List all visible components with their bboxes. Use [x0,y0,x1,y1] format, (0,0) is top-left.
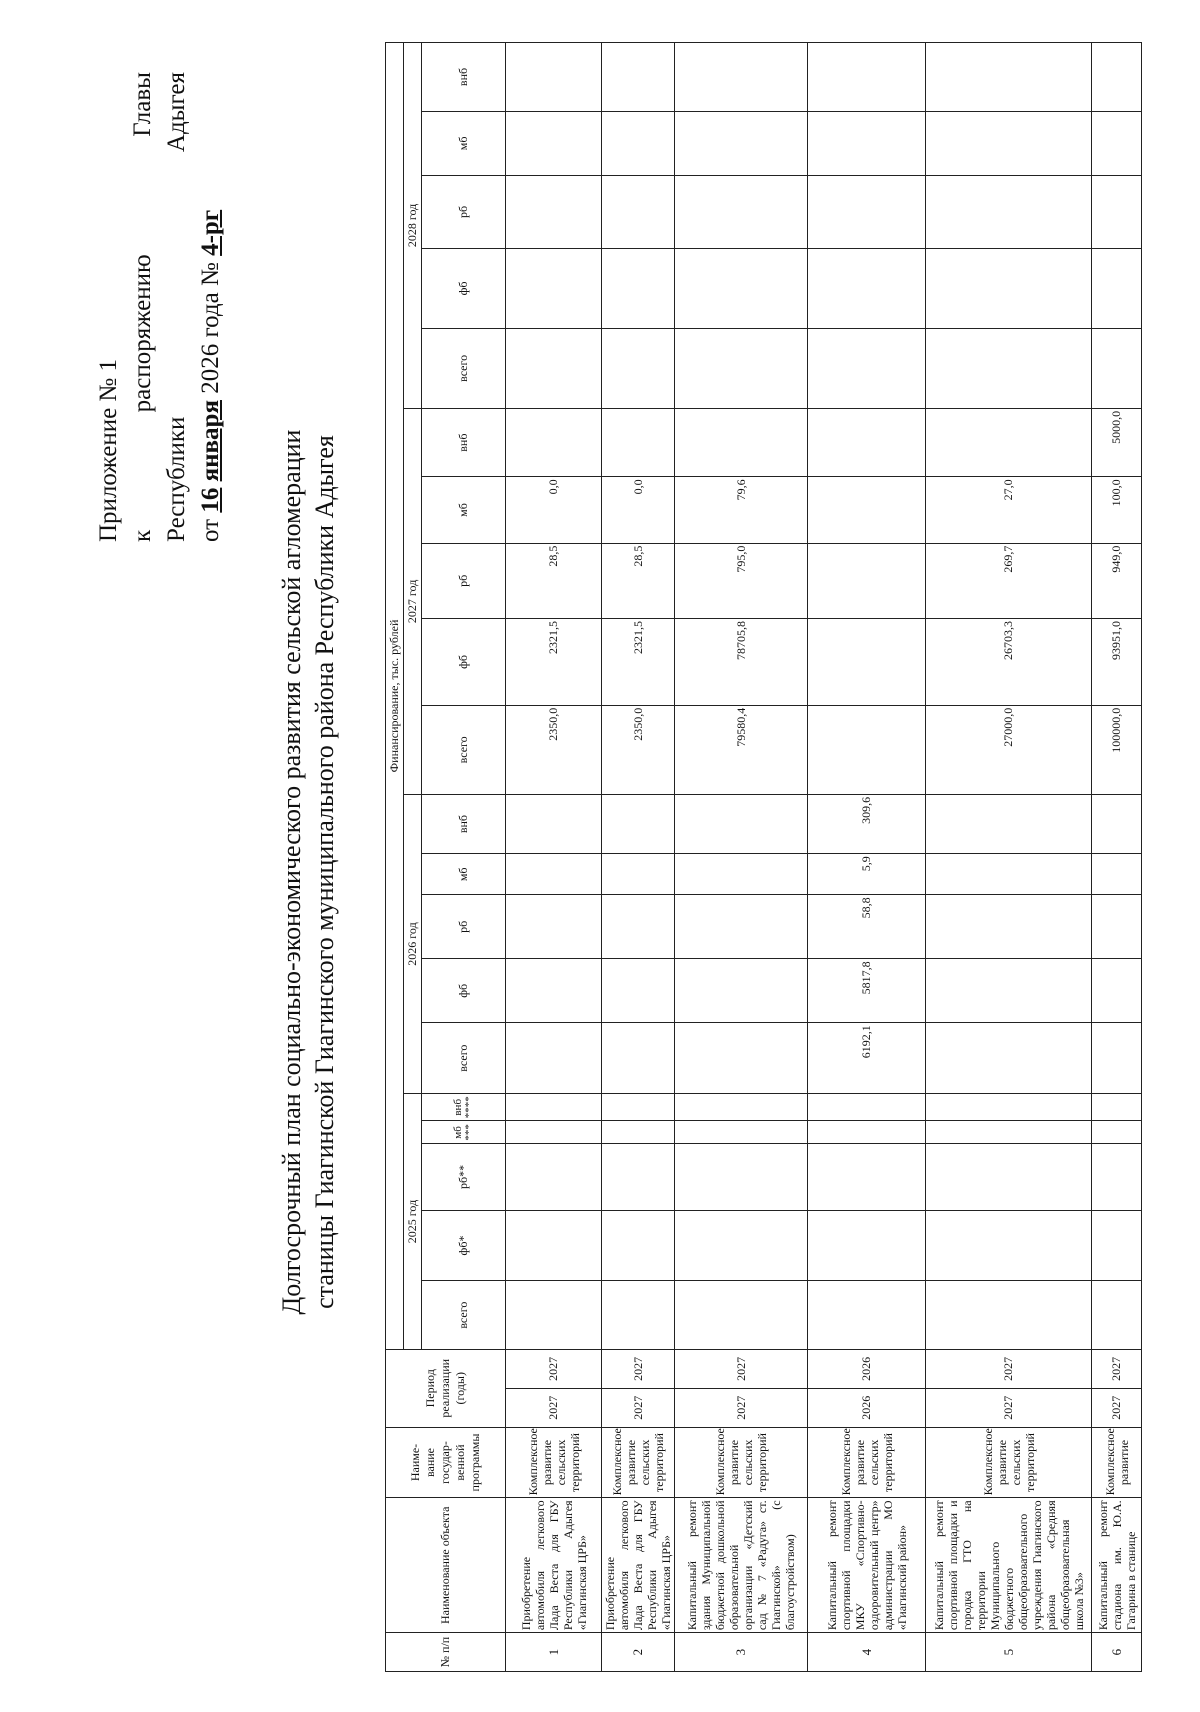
cell-2025 [506,1144,602,1210]
period-start: 2026 [808,1388,926,1427]
cell-2025 [602,1210,675,1281]
sub-2026-mb: мб [422,854,506,895]
sub-2025-fb: фб* [422,1210,506,1281]
cell-2027 [506,408,602,477]
cell-2025 [1092,1210,1142,1281]
date-prefix: от [197,518,224,542]
cell-2025 [1092,1144,1142,1210]
cell-2025 [808,1281,926,1350]
cell-2026 [1092,959,1142,1023]
cell-2027: 2321,5 [506,619,602,706]
object-name: Капитальный ремонт спортивной площадки МКУ «Спортивно-оздоровительный центр» администрации МО «Гиагинский район» [808,1498,926,1633]
program-name: Комплексное развитие сельских территорий [602,1427,675,1498]
row-number: 5 [926,1633,1092,1672]
cell-2025 [675,1094,808,1121]
cell-2026 [926,1023,1092,1094]
cell-2028 [602,248,675,328]
cell-2025 [1092,1281,1142,1350]
period-start: 2027 [506,1388,602,1427]
cell-2027: 26703,3 [926,619,1092,706]
cell-2025 [808,1210,926,1281]
appendix-line3 [160,72,194,542]
title-line-2: станицы Гиагинской Гиагинского муниципального района Республики Адыгея [310,435,339,1309]
header-2026: 2026 год [404,794,422,1093]
object-name: Приобретение автомобиля легкового Лада Веста для ГБУ Республики Адыгея «Гиагинская ЦРБ» [506,1498,602,1633]
cell-2026 [675,1023,808,1094]
cell-2026 [926,854,1092,895]
appendix-word-order: распоряжению [129,254,156,413]
appendix-title: Приложение № 1 [95,358,122,542]
cell-2028 [506,111,602,175]
cell-2027: 27,0 [926,477,1092,543]
cell-2028 [926,248,1092,328]
row-number: 1 [506,1633,602,1672]
period-start: 2027 [1092,1388,1142,1427]
period-start: 2027 [926,1388,1092,1427]
cell-2028 [1092,248,1142,328]
cell-2027: 0,0 [602,477,675,543]
cell-2025 [506,1281,602,1350]
cell-2025 [926,1094,1092,1121]
appendix-date-line [194,72,228,542]
document-number: 4-рг [197,209,224,256]
cell-2026 [1092,895,1142,959]
cell-2026 [1092,794,1142,853]
cell-2027 [808,477,926,543]
date-year: 2026 года № [197,262,224,394]
program-name: Комплексное развитие сельских территорий [506,1427,602,1498]
cell-2026 [506,895,602,959]
header-period: Период реализации (годы) [386,1349,506,1427]
cell-2027: 0,0 [506,477,602,543]
plan-table [385,42,1142,1672]
cell-2027: 949,0 [1092,543,1142,618]
cell-2027 [808,619,926,706]
cell-2025 [602,1281,675,1350]
sub-2026-total: всего [422,1023,506,1094]
period-start: 2027 [675,1388,808,1427]
cell-2028 [926,43,1092,112]
cell-2026 [506,1023,602,1094]
cell-2026 [602,794,675,853]
document-title [275,92,341,1652]
object-name: Капитальный ремонт стадиона им. Ю.А. Гагарина в станице [1092,1498,1142,1633]
period-start: 2027 [602,1388,675,1427]
cell-2026 [506,959,602,1023]
cell-2027 [675,408,808,477]
program-name: Комплексное развитие сельских территорий [808,1427,926,1498]
cell-2027: 795,0 [675,543,808,618]
cell-2025 [506,1210,602,1281]
header-2028: 2028 год [404,43,422,409]
row-number: 3 [675,1633,808,1672]
table-row [506,43,602,1672]
cell-2028 [1092,328,1142,408]
object-name: Капитальный ремонт спортивной площадки и городка ГТО на территории Муниципального бюджетного общеобразовательного учреждения Гиагинского района «Средняя общеобразовательная школа №3» [926,1498,1092,1633]
sub-2026-rb: рб [422,895,506,959]
table-row [602,43,675,1672]
cell-2025 [1092,1121,1142,1144]
program-name: Комплексное развитие сельских территорий [926,1427,1092,1498]
cell-2026 [602,895,675,959]
appendix-block [92,72,228,542]
cell-2027: 79,6 [675,477,808,543]
table-row [675,43,808,1672]
cell-2026 [926,959,1092,1023]
cell-2028 [808,43,926,112]
cell-2028 [808,111,926,175]
sub-2027-rb: рб [422,543,506,618]
date-day: 16 [197,487,224,513]
sub-2026-vnb: внб [422,794,506,853]
cell-2028 [926,111,1092,175]
header-2027: 2027 год [404,408,422,794]
cell-2027: 5000,0 [1092,408,1142,477]
cell-2025 [602,1121,675,1144]
cell-2025 [675,1281,808,1350]
cell-2026 [602,854,675,895]
cell-2026: 5817,8 [808,959,926,1023]
cell-2026 [675,959,808,1023]
cell-2025 [675,1144,808,1210]
object-name: Капитальный ремонт здания Муниципальной бюджетной дошкольной образовательной организации «Детский сад № 7 «Радуга» ст. Гиагинской» (с благоустройством) [675,1498,808,1633]
sub-2026-fb: фб [422,959,506,1023]
sub-2025-vnb: внб **** [422,1094,506,1121]
cell-2027: 28,5 [506,543,602,618]
table-row [808,43,926,1672]
cell-2025 [1092,1094,1142,1121]
cell-2027: 28,5 [602,543,675,618]
cell-2027: 100000,0 [1092,705,1142,794]
table-row [1092,43,1142,1672]
cell-2026 [602,1023,675,1094]
period-end: 2026 [808,1349,926,1388]
period-end: 2027 [602,1349,675,1388]
cell-2027: 269,7 [926,543,1092,618]
period-end: 2027 [675,1349,808,1388]
cell-2025 [808,1144,926,1210]
appendix-word-adygea: Адыгея [163,72,190,153]
row-number: 6 [1092,1633,1142,1672]
cell-2028 [602,328,675,408]
row-number: 2 [602,1633,675,1672]
header-num: № п/п [386,1633,506,1672]
cell-2026 [675,895,808,959]
appendix-word-k: к [129,529,156,542]
cell-2026: 58,8 [808,895,926,959]
cell-2028 [926,175,1092,248]
sub-2025-total: всего [422,1281,506,1350]
cell-2028 [808,175,926,248]
sub-2028-vnb: внб [422,43,506,112]
cell-2027: 100,0 [1092,477,1142,543]
cell-2026: 6192,1 [808,1023,926,1094]
cell-2027: 2350,0 [602,705,675,794]
cell-2028 [1092,175,1142,248]
sub-2028-total: всего [422,328,506,408]
cell-2027: 27000,0 [926,705,1092,794]
cell-2028 [506,43,602,112]
cell-2025 [926,1281,1092,1350]
cell-2027: 2321,5 [602,619,675,706]
period-end: 2027 [506,1349,602,1388]
cell-2025 [602,1094,675,1121]
cell-2028 [1092,111,1142,175]
cell-2026 [506,854,602,895]
cell-2027: 79580,4 [675,705,808,794]
header-name: Наименование объекта [386,1498,506,1633]
header-2025: 2025 год [404,1094,422,1350]
cell-2025 [506,1094,602,1121]
program-name: Комплексное развитие сельских территорий [675,1427,808,1498]
sub-2027-vnb: внб [422,408,506,477]
cell-2026: 5,9 [808,854,926,895]
cell-2028 [926,328,1092,408]
period-end: 2027 [926,1349,1092,1388]
row-number: 4 [808,1633,926,1672]
appendix-line2 [126,72,160,542]
sub-2025-rb: рб** [422,1144,506,1210]
cell-2028 [1092,43,1142,112]
cell-2027 [808,705,926,794]
cell-2025 [808,1121,926,1144]
cell-2026 [506,794,602,853]
cell-2028 [675,111,808,175]
cell-2026 [1092,854,1142,895]
cell-2025 [506,1121,602,1144]
cell-2028 [602,111,675,175]
period-end: 2027 [1092,1349,1142,1388]
header-financing: Финансирование, тыс. рублей [386,43,404,1350]
cell-2026 [926,895,1092,959]
cell-2028 [675,43,808,112]
cell-2027: 78705,8 [675,619,808,706]
cell-2025 [926,1144,1092,1210]
title-line-1: Долгосрочный план социально-экономического развития сельской агломерации [277,429,306,1315]
cell-2026 [1092,1023,1142,1094]
cell-2025 [808,1094,926,1121]
sub-2028-fb: фб [422,248,506,328]
cell-2027 [926,408,1092,477]
sub-2027-fb: фб [422,619,506,706]
cell-2025 [602,1144,675,1210]
cell-2028 [506,175,602,248]
date-month: января [197,400,224,482]
header-program: Наиме-вание государ-венной программы [386,1427,506,1498]
cell-2028 [506,328,602,408]
sub-2028-mb: мб [422,111,506,175]
cell-2028 [808,328,926,408]
sub-2027-mb: мб [422,477,506,543]
cell-2028 [602,175,675,248]
cell-2028 [675,248,808,328]
cell-2026 [602,959,675,1023]
cell-2027 [808,543,926,618]
sub-2025-mb: мб *** [422,1121,506,1144]
cell-2026: 309,6 [808,794,926,853]
cell-2025 [926,1210,1092,1281]
table-row [926,43,1092,1672]
cell-2028 [506,248,602,328]
cell-2025 [926,1121,1092,1144]
cell-2026 [675,854,808,895]
cell-2026 [926,794,1092,853]
cell-2025 [675,1210,808,1281]
cell-2028 [675,328,808,408]
program-name: Комплексное развитие [1092,1427,1142,1498]
sub-2028-rb: рб [422,175,506,248]
cell-2027 [808,408,926,477]
sub-2027-total: всего [422,705,506,794]
cell-2027 [602,408,675,477]
appendix-word-republic: Республики [163,416,190,542]
cell-2028 [602,43,675,112]
appendix-word-head: Главы [129,72,156,137]
object-name: Приобретение автомобиля легкового Лада Веста для ГБУ Республики Адыгея «Гиагинская ЦРБ» [602,1498,675,1633]
cell-2025 [675,1121,808,1144]
cell-2028 [808,248,926,328]
cell-2027: 93951,0 [1092,619,1142,706]
cell-2028 [675,175,808,248]
cell-2026 [675,794,808,853]
cell-2027: 2350,0 [506,705,602,794]
